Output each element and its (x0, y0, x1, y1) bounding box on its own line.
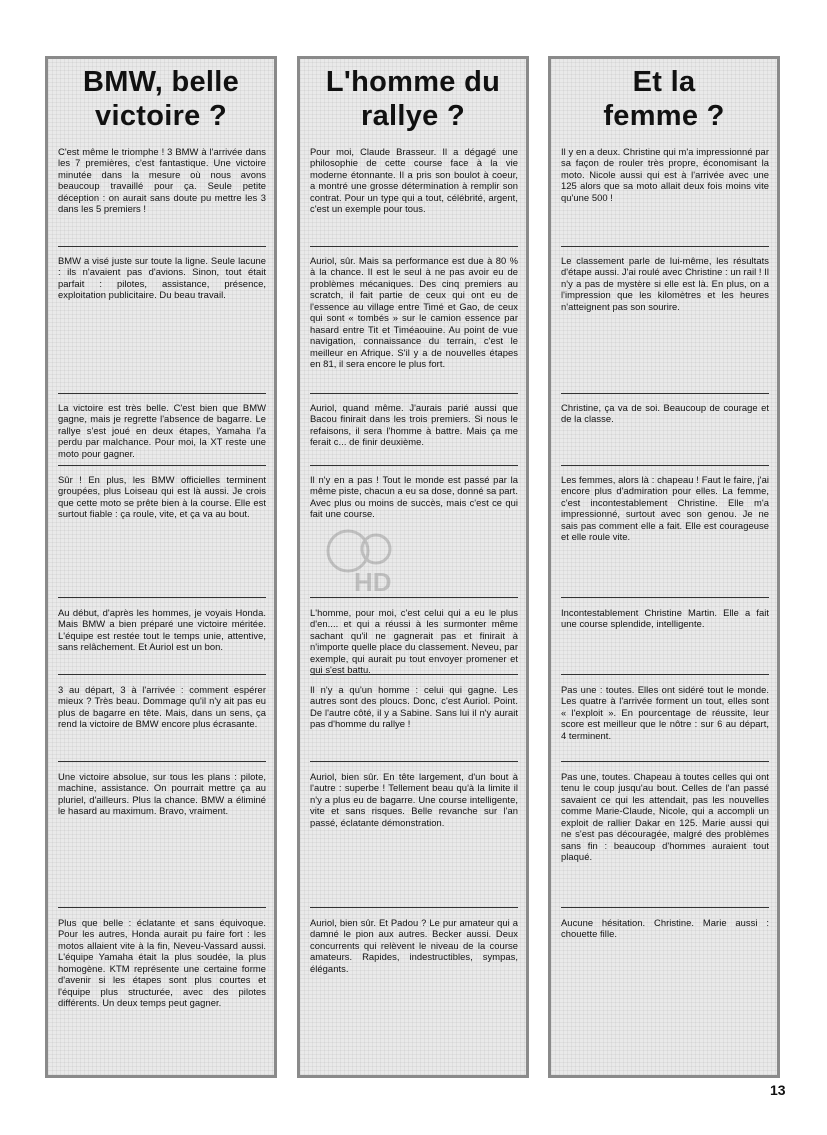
divider (310, 393, 518, 394)
divider (310, 907, 518, 908)
divider (58, 907, 266, 908)
answer-block (561, 607, 769, 630)
watermark-text: HD (354, 567, 392, 597)
answer-block (310, 402, 518, 448)
answer-block (58, 771, 266, 817)
answer-text: Une victoire absolue, sur tous les plans : pilote, machine, assistance. On pourrait mettre ça au pluriel, d'ailleurs. Plus la chance. BMW a éliminé le hasard au maximum. Bravo, vraiment. (58, 771, 266, 817)
column-man-of-rally (297, 56, 529, 1078)
divider (58, 597, 266, 598)
answer-block (561, 771, 769, 863)
divider (58, 674, 266, 675)
answer-text: L'homme, pour moi, c'est celui qui a eu le plus d'en.... et qui a réussi à les surmonter même sachant qu'il ne gagnerait pas et finirait à n'importe quelle place du classement. Neveu, par exemple, qui aurait pu tout envoyer promener et qui s'est battu. (310, 607, 518, 676)
answer-text: 3 au départ, 3 à l'arrivée : comment espérer mieux ? Très beau. Dommage qu'il n'y ait pas eu plus de bagarre en tête. Mais, dans un sens, ça rend la victoire de BMW encore plus écrasante. (58, 684, 266, 730)
answer-block (310, 684, 518, 730)
answer-block (310, 474, 518, 520)
divider (310, 246, 518, 247)
answer-block (561, 917, 769, 940)
answer-text: Il n'y a qu'un homme : celui qui gagne. Les autres sont des ploucs. Donc, c'est Auriol. Point. De l'autre côté, il y a Sabine. Sans lui il n'y aurait pas d'homme du rallye ! (310, 684, 518, 730)
divider (561, 761, 769, 762)
answer-text: Les femmes, alors là : chapeau ! Faut le faire, j'ai encore plus d'admiration pour elles. La femme, c'est incontestablement Christine. Elle m'a impressionné, surtout avec son genou. Je ne sais pas comment elle a fait. Elle est courageuse et elle roule vite. (561, 474, 769, 543)
answer-text: BMW a visé juste sur toute la ligne. Seule lacune : ils n'avaient pas d'avions. Sinon, tout était parfait : pilotes, assistance, présence, exploitation publicitaire. Du beau travail. (58, 255, 266, 301)
column-title (48, 65, 274, 133)
column-title (551, 65, 777, 133)
answer-block (58, 607, 266, 653)
answer-text: Aucune hésitation. Christine. Marie aussi : chouette fille. (561, 917, 769, 940)
answer-text: Il n'y en a pas ! Tout le monde est passé par la même piste, chacun a eu sa dose, donné sa part. Avec plus ou moins de succès, mais c'est ce qui fait une course. (310, 474, 518, 520)
answer-block (561, 402, 769, 425)
column-title-line1: BMW, belle (82, 66, 240, 98)
answer-block (58, 146, 266, 215)
answer-block (58, 474, 266, 520)
divider (561, 597, 769, 598)
column-title-line1: L'homme du (325, 66, 501, 98)
answer-text: Auriol, bien sûr. En tête largement, d'un bout à l'autre : superbe ! Tellement beau qu'à la limite il n'y a plus eu de bagarre. Une course intelligente, vite et sans risques. Belle revanche sur l'an passé, éclatante démonstration. (310, 771, 518, 828)
divider (561, 246, 769, 247)
column-title-line2: rallye ? (361, 100, 465, 132)
divider (561, 465, 769, 466)
divider (310, 597, 518, 598)
answer-text: Christine, ça va de soi. Beaucoup de courage et de la classe. (561, 402, 769, 425)
answer-block (58, 402, 266, 459)
divider (58, 761, 266, 762)
answer-text: C'est même le triomphe ! 3 BMW à l'arrivée dans les 7 premières, c'est fantastique. Une victoire minutée dans la mesure où nous avons beaucoup travaillé pour ça. Seule petite déception : on aurait sans doute pu mettre les 3 dans les 5 premiers ! (58, 146, 266, 215)
answer-text: Au début, d'après les hommes, je voyais Honda. Mais BMW a bien préparé une victoire méritée. L'équipe est restée tout le temps unie, attentive, sans relâchement. Et Auriol est un bon. (58, 607, 266, 653)
answer-block (561, 684, 769, 741)
answer-text: Il y en a deux. Christine qui m'a impressionné par sa façon de rouler très propre, économisant la moto. Nicole aussi qui est à l'arrivée avec une 125 alors que sa moto allait deux fois moins vite qu'une 500 ! (561, 146, 769, 203)
answer-block (310, 146, 518, 215)
divider (58, 393, 266, 394)
answer-text: La victoire est très belle. C'est bien que BMW gagne, mais je regrette l'absence de bagarre. Le rallye s'est joué en deux étapes, Yamaha l'a perdu par malchance. Pour moi, la XT reste une moto pour gagner. (58, 402, 266, 459)
answer-text: Pour moi, Claude Brasseur. Il a dégagé une philosophie de cette course face à la vie moderne étonnante. Il a pris son boulot à coeur, a montré une grosse détermination à remplir son contrat. Pour un type qui a tout, célébrité, argent, c'est un exemple pour tous. (310, 146, 518, 215)
divider (561, 393, 769, 394)
answer-block (310, 917, 518, 974)
answer-text: Auriol, sûr. Mais sa performance est due à 80 % à la chance. Il est le seul à ne pas avoir eu de problèmes mécaniques. Des cinq premiers au scratch, il fait partie de ceux qui ont eu de l'essence au village entre Timé et Gao, de ceux qui sont « tombés » sur le camion essence par hasard entre Tit et Timéaouine. Au point de vue navigation, connaissance du terrain, c'est le meilleur en Afrique. S'il y a de nouvelles étapes en 81, il sera encore le plus fort. (310, 255, 518, 370)
answer-text: Auriol, bien sûr. Et Padou ? Le pur amateur qui a damné le pion aux autres. Becker aussi. Deux concurrents qui relèvent le niveau de la course amateurs. Rapides, indestructibles, sympas, élégants. (310, 917, 518, 974)
answer-block (310, 255, 518, 370)
column-title-line2: femme ? (603, 100, 725, 132)
answer-block (58, 255, 266, 301)
answer-block (310, 607, 518, 676)
answer-text: Incontestablement Christine Martin. Elle a fait une course splendide, intelligente. (561, 607, 769, 630)
answer-block (561, 474, 769, 543)
answer-block (58, 917, 266, 1009)
column-title (300, 65, 526, 133)
column-title-line2: victoire ? (95, 100, 227, 132)
divider (310, 465, 518, 466)
answer-text: Pas une, toutes. Chapeau à toutes celles qui ont tenu le coup jusqu'au bout. Celles de l'an passé savaient ce qui les attendait, pas les nouvelles comme Marie-Claude, Nicole, qui a accompli un exploit de rallier Dakar en 125. Marie aussi qui ne s'est pas découragée, malgré des problèmes sans fin : beaucoup d'hommes auraient tout plaqué. (561, 771, 769, 863)
answer-block (561, 255, 769, 312)
answer-block (58, 684, 266, 730)
page-number: 13 (770, 1082, 786, 1098)
answer-text: Plus que belle : éclatante et sans équivoque. Pour les autres, Honda aurait pu faire fort : les motos allaient vite à la fin, Neveu-Vassard aussi. L'équipe Yamaha était la plus soudée, la plus homogène. KTM représente une certaine forme d'avenir si les étapes sont plus courtes et l'équipe plus structurée, avec des pilotes différents. Un deux temps peut gagner. (58, 917, 266, 1009)
answer-text: Auriol, quand même. J'aurais parié aussi que Bacou finirait dans les trois premiers. Si nous le refaisons, il sera l'homme à battre. Mais ça me ferait c... de finir deuxième. (310, 402, 518, 448)
column-bmw-victory (45, 56, 277, 1078)
divider (561, 907, 769, 908)
answer-block (310, 771, 518, 828)
column-woman (548, 56, 780, 1078)
divider (561, 674, 769, 675)
column-title-line1: Et la (632, 66, 696, 98)
divider (310, 761, 518, 762)
answer-text: Le classement parle de lui-même, les résultats d'étape aussi. J'ai roulé avec Christine : un rail ! Il n'y a pas de mystère si elle est là. En plus, on a l'impression que les kilomètres et les heures n'atteignent pas son sourire. (561, 255, 769, 312)
divider (58, 246, 266, 247)
answer-text: Sûr ! En plus, les BMW officielles terminent groupées, plus Loiseau qui est là aussi. Je crois que cette moto se prête bien à la course. Elle est surtout fiable : ça roule, vite, et ça va au bout. (58, 474, 266, 520)
divider (310, 674, 518, 675)
answer-text: Pas une : toutes. Elles ont sidéré tout le monde. Les quatre à l'arrivée forment un tout, elles sont « l'exploit ». En pourcentage de réussite, leur score est meilleur que le nôtre : sur 6 au départ, 4 terminent. (561, 684, 769, 741)
divider (58, 465, 266, 466)
answer-block (561, 146, 769, 203)
